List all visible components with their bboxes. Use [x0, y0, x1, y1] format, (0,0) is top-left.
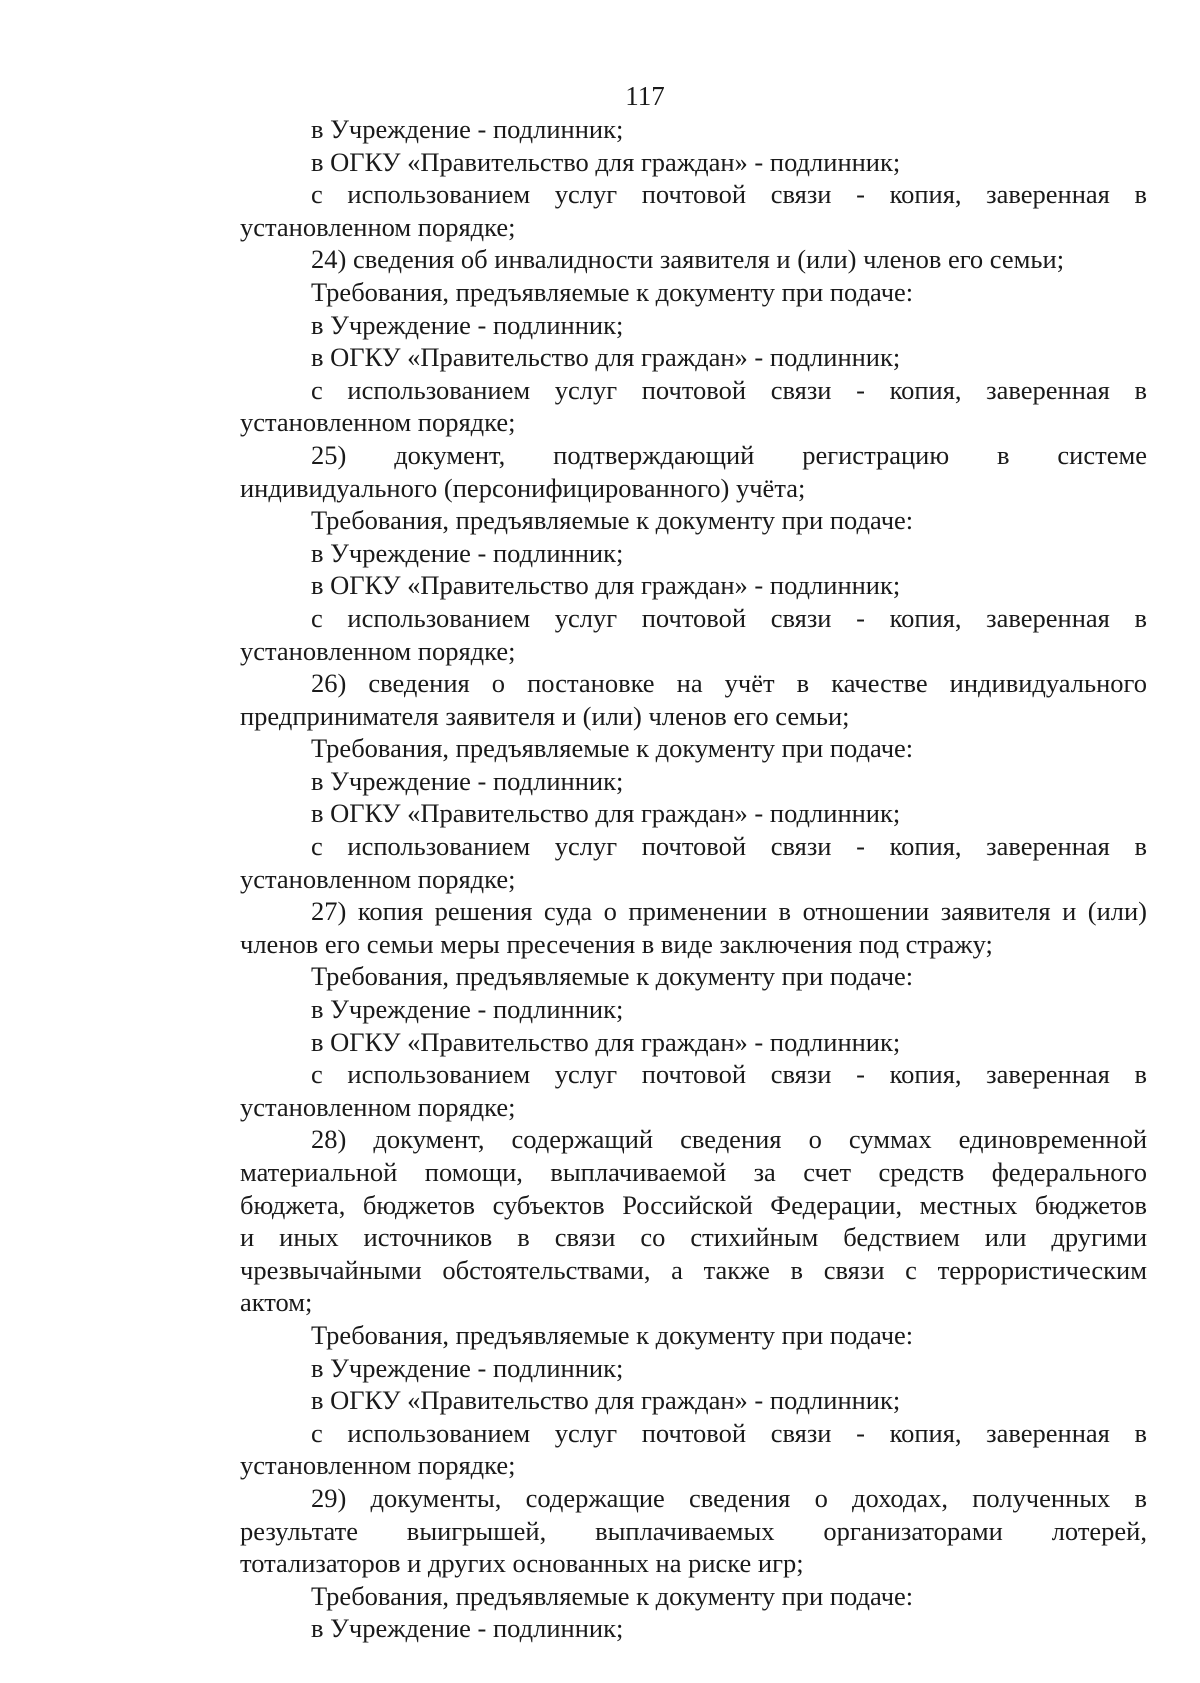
text-line: установленном порядке; — [240, 1450, 516, 1481]
document-body — [240, 113, 1147, 1645]
text-line: 27) копия решения суда о применении в отношении заявителя и (или) — [311, 896, 1147, 927]
text-line: материальной помощи, выплачиваемой за счет средств федерального — [240, 1157, 1147, 1187]
text-line: 29) документы, содержащие сведения о доходах, полученных в — [311, 1482, 1147, 1513]
text-line: Требования, предъявляемые к документу при подаче: — [311, 276, 914, 307]
page-number: 117 — [625, 81, 665, 111]
text-line: актом; — [240, 1287, 313, 1318]
text-line: с использованием услуг почтовой связи - копия, заверенная в — [311, 602, 1147, 633]
text-line: в Учреждение - подлинник; — [311, 537, 624, 568]
text-line: в Учреждение - подлинник; — [311, 114, 624, 144]
text-line: в ОГКУ «Правительство для граждан» - подлинник; — [311, 798, 901, 829]
text-line: 25) документ, подтверждающий регистрацию в системе — [311, 439, 1147, 470]
text-line: с использованием услуг почтовой связи - копия, заверенная в — [311, 1417, 1147, 1448]
text-line: в Учреждение - подлинник; — [311, 309, 624, 340]
text-line: 26) сведения о постановке на учёт в качестве индивидуального — [311, 668, 1147, 699]
text-line: Требования, предъявляемые к документу при подаче: — [311, 961, 914, 992]
text-line: в Учреждение - подлинник; — [311, 1352, 624, 1383]
text-line: предпринимателя заявителя и (или) членов его семьи; — [240, 700, 850, 731]
text-line: с использованием услуг почтовой связи - копия, заверенная в — [311, 179, 1147, 210]
text-line: результате выигрышей, выплачиваемых организаторами лотерей, — [240, 1515, 1147, 1546]
text-line: Требования, предъявляемые к документу при подаче: — [311, 733, 914, 764]
text-line: 28) документ, содержащий сведения о суммах единовременной — [311, 1124, 1147, 1155]
text-line: в Учреждение - подлинник; — [311, 765, 624, 796]
text-line: членов его семьи меры пресечения в виде заключения под стражу; — [240, 928, 993, 959]
text-line: в Учреждение - подлинник; — [311, 1613, 624, 1644]
text-line: установленном порядке; — [240, 863, 516, 894]
text-line: установленном порядке; — [240, 635, 516, 666]
text-line: в ОГКУ «Правительство для граждан» - подлинник; — [311, 1026, 901, 1057]
text-line: в Учреждение - подлинник; — [311, 994, 624, 1025]
text-line: и иных источников в связи со стихийным бедствием или другими — [240, 1222, 1147, 1253]
text-line: установленном порядке; — [240, 407, 516, 438]
text-line: индивидуального (персонифицированного) учёта; — [240, 472, 806, 503]
text-line: Требования, предъявляемые к документу при подаче: — [311, 1319, 914, 1350]
text-line: чрезвычайными обстоятельствами, а также в связи с террористическим — [240, 1254, 1147, 1285]
text-line: в ОГКУ «Правительство для граждан» - подлинник; — [311, 342, 901, 373]
text-line: Требования, предъявляемые к документу при подаче: — [311, 1580, 914, 1611]
text-line: установленном порядке; — [240, 1091, 516, 1122]
text-line: с использованием услуг почтовой связи - копия, заверенная в — [311, 831, 1147, 862]
text-line: 24) сведения об инвалидности заявителя и (или) членов его семьи; — [311, 244, 1065, 275]
text-line: в ОГКУ «Правительство для граждан» - подлинник; — [311, 570, 901, 601]
text-line: установленном порядке; — [240, 211, 516, 242]
text-line: с использованием услуг почтовой связи - копия, заверенная в — [311, 1059, 1147, 1090]
text-line: с использованием услуг почтовой связи - копия, заверенная в — [311, 374, 1147, 405]
text-line: Требования, предъявляемые к документу при подаче: — [311, 505, 914, 536]
text-line: бюджета, бюджетов субъектов Российской Федерации, местных бюджетов — [240, 1189, 1147, 1220]
text-line: в ОГКУ «Правительство для граждан» - подлинник; — [311, 1385, 901, 1416]
text-line: тотализаторов и других основанных на риске игр; — [240, 1548, 804, 1579]
text-line: в ОГКУ «Правительство для граждан» - подлинник; — [311, 146, 901, 177]
